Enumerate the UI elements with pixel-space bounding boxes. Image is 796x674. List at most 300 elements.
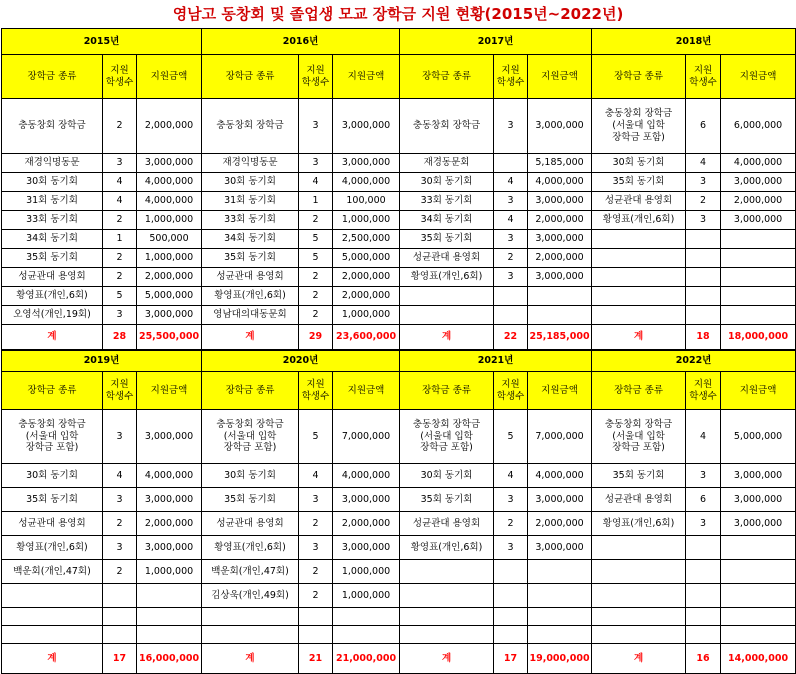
amount-cell — [528, 626, 592, 644]
year-header: 2021년 — [400, 350, 592, 372]
amount-cell: 1,000,000 — [137, 249, 202, 268]
student-count-cell — [686, 306, 721, 325]
scholarship-type-cell: 김상욱(개인,49회) — [202, 584, 299, 608]
amount-cell: 1,000,000 — [137, 560, 202, 584]
scholarship-type-cell — [592, 268, 686, 287]
student-count-cell: 4 — [686, 410, 721, 464]
total-amount: 18,000,000 — [721, 325, 796, 350]
year-header: 2016년 — [202, 29, 400, 55]
students-column-header: 지원 학생수 — [686, 372, 721, 410]
amount-cell: 3,000,000 — [528, 192, 592, 211]
amount-cell: 3,000,000 — [137, 536, 202, 560]
scholarship-type-cell: 성균관대 용영회 — [2, 512, 103, 536]
total-label: 계 — [202, 644, 299, 674]
amount-cell: 3,000,000 — [721, 512, 796, 536]
year-header: 2022년 — [592, 350, 796, 372]
student-count-cell: 5 — [494, 410, 528, 464]
scholarship-type-cell — [2, 626, 103, 644]
scholarship-type-cell: 30회 동기회 — [202, 464, 299, 488]
total-students: 21 — [299, 644, 333, 674]
student-count-cell — [686, 560, 721, 584]
scholarship-type-cell — [400, 584, 494, 608]
student-count-cell: 2 — [494, 249, 528, 268]
scholarship-type-cell: 백운회(개인,47회) — [202, 560, 299, 584]
scholarship-type-cell — [2, 584, 103, 608]
scholarship-type-cell: 30회 동기회 — [202, 173, 299, 192]
table-row — [2, 211, 796, 230]
type-column-header: 장학금 종류 — [2, 55, 103, 99]
student-count-cell: 2 — [299, 287, 333, 306]
student-count-cell — [686, 584, 721, 608]
amount-cell: 3,000,000 — [137, 488, 202, 512]
scholarship-type-cell — [592, 249, 686, 268]
amount-cell — [721, 626, 796, 644]
scholarship-type-cell: 35회 동기회 — [202, 488, 299, 512]
student-count-cell — [686, 268, 721, 287]
amount-cell: 1,000,000 — [137, 211, 202, 230]
student-count-cell: 3 — [103, 410, 137, 464]
student-count-cell: 4 — [299, 173, 333, 192]
type-column-header: 장학금 종류 — [2, 372, 103, 410]
total-amount: 25,500,000 — [137, 325, 202, 350]
student-count-cell: 2 — [299, 268, 333, 287]
top-column-header-row — [2, 55, 796, 99]
student-count-cell: 3 — [299, 536, 333, 560]
amount-column-header: 지원금액 — [528, 55, 592, 99]
total-students: 22 — [494, 325, 528, 350]
amount-cell — [721, 268, 796, 287]
amount-cell — [721, 249, 796, 268]
scholarship-type-cell — [592, 306, 686, 325]
amount-cell: 3,000,000 — [333, 99, 400, 154]
table-row — [2, 488, 796, 512]
student-count-cell: 4 — [103, 464, 137, 488]
scholarship-type-cell: 충동창회 장학금 — [400, 99, 494, 154]
scholarship-type-cell: 황영표(개인,6회) — [592, 512, 686, 536]
total-amount: 21,000,000 — [333, 644, 400, 674]
scholarship-type-cell — [592, 536, 686, 560]
amount-cell: 4,000,000 — [137, 464, 202, 488]
scholarship-type-cell — [400, 306, 494, 325]
total-students: 28 — [103, 325, 137, 350]
amount-cell: 2,000,000 — [137, 512, 202, 536]
page-title: 영남고 동창회 및 졸업생 모교 장학금 지원 현황(2015년~2022년) — [172, 5, 624, 23]
student-count-cell: 2 — [103, 268, 137, 287]
total-label: 계 — [202, 325, 299, 350]
table-row — [2, 560, 796, 584]
amount-cell — [721, 287, 796, 306]
amount-cell: 3,000,000 — [333, 154, 400, 173]
student-count-cell: 4 — [686, 154, 721, 173]
amount-cell: 4,000,000 — [137, 173, 202, 192]
student-count-cell: 2 — [686, 192, 721, 211]
scholarship-type-cell: 충동창회 장학금 — [202, 99, 299, 154]
student-count-cell: 5 — [299, 249, 333, 268]
student-count-cell: 4 — [103, 192, 137, 211]
scholarship-type-cell — [592, 560, 686, 584]
amount-cell: 1,000,000 — [333, 560, 400, 584]
amount-cell: 100,000 — [333, 192, 400, 211]
amount-cell: 3,000,000 — [528, 99, 592, 154]
bottom-year-row — [2, 350, 796, 372]
student-count-cell: 3 — [686, 173, 721, 192]
amount-cell: 1,000,000 — [333, 211, 400, 230]
total-label: 계 — [400, 644, 494, 674]
amount-cell: 2,500,000 — [333, 230, 400, 249]
amount-cell: 2,000,000 — [333, 512, 400, 536]
scholarship-type-cell: 황영표(개인,6회) — [400, 268, 494, 287]
student-count-cell: 1 — [299, 192, 333, 211]
scholarship-type-cell: 30회 동기회 — [592, 154, 686, 173]
student-count-cell: 4 — [494, 464, 528, 488]
student-count-cell — [299, 626, 333, 644]
scholarship-type-cell: 30회 동기회 — [2, 464, 103, 488]
student-count-cell — [494, 584, 528, 608]
scholarship-type-cell: 오영석(개인,19회) — [2, 306, 103, 325]
student-count-cell — [686, 536, 721, 560]
students-column-header: 지원 학생수 — [494, 55, 528, 99]
amount-cell: 5,185,000 — [528, 154, 592, 173]
student-count-cell — [686, 626, 721, 644]
amount-cell — [721, 584, 796, 608]
table-row — [2, 192, 796, 211]
scholarship-type-cell — [2, 608, 103, 626]
student-count-cell — [686, 249, 721, 268]
scholarship-type-cell — [592, 626, 686, 644]
scholarship-type-cell: 재경익명동문 — [202, 154, 299, 173]
amount-cell: 3,000,000 — [528, 488, 592, 512]
amount-cell: 3,000,000 — [528, 536, 592, 560]
amount-cell — [721, 536, 796, 560]
student-count-cell: 3 — [494, 488, 528, 512]
scholarship-type-cell: 34회 동기회 — [2, 230, 103, 249]
scholarship-type-cell: 성균관대 용영회 — [592, 488, 686, 512]
total-amount: 25,185,000 — [528, 325, 592, 350]
amount-cell: 4,000,000 — [333, 464, 400, 488]
type-column-header: 장학금 종류 — [202, 372, 299, 410]
student-count-cell — [494, 608, 528, 626]
amount-cell: 1,000,000 — [333, 306, 400, 325]
total-label: 계 — [2, 325, 103, 350]
student-count-cell: 4 — [299, 464, 333, 488]
amount-cell — [721, 306, 796, 325]
year-header: 2015년 — [2, 29, 202, 55]
amount-cell — [137, 626, 202, 644]
total-label: 계 — [400, 325, 494, 350]
amount-column-header: 지원금액 — [528, 372, 592, 410]
student-count-cell: 3 — [103, 154, 137, 173]
table-body — [2, 29, 796, 674]
student-count-cell: 3 — [686, 512, 721, 536]
student-count-cell: 4 — [103, 173, 137, 192]
bottom-totals-row — [2, 644, 796, 674]
scholarship-type-cell — [400, 608, 494, 626]
total-amount: 14,000,000 — [721, 644, 796, 674]
amount-column-header: 지원금액 — [137, 372, 202, 410]
amount-cell: 2,000,000 — [333, 268, 400, 287]
student-count-cell: 3 — [103, 488, 137, 512]
total-students: 16 — [686, 644, 721, 674]
student-count-cell — [494, 560, 528, 584]
table-row — [2, 464, 796, 488]
student-count-cell — [686, 608, 721, 626]
total-students: 29 — [299, 325, 333, 350]
students-column-header: 지원 학생수 — [686, 55, 721, 99]
scholarship-type-cell: 황영표(개인,6회) — [592, 211, 686, 230]
amount-column-header: 지원금액 — [721, 55, 796, 99]
amount-column-header: 지원금액 — [137, 55, 202, 99]
table-row — [2, 584, 796, 608]
table-row — [2, 512, 796, 536]
scholarship-type-cell: 31회 동기회 — [2, 192, 103, 211]
scholarship-type-cell: 성균관대 용영회 — [400, 249, 494, 268]
scholarship-type-cell: 35회 동기회 — [592, 173, 686, 192]
type-column-header: 장학금 종류 — [592, 55, 686, 99]
top-totals-row — [2, 325, 796, 350]
scholarship-type-cell — [592, 608, 686, 626]
total-students: 18 — [686, 325, 721, 350]
amount-cell — [528, 560, 592, 584]
amount-cell: 4,000,000 — [528, 464, 592, 488]
student-count-cell: 3 — [494, 268, 528, 287]
student-count-cell: 3 — [494, 230, 528, 249]
amount-cell: 3,000,000 — [137, 154, 202, 173]
table-row — [2, 249, 796, 268]
student-count-cell: 3 — [299, 99, 333, 154]
amount-cell: 3,000,000 — [721, 211, 796, 230]
top-year-row — [2, 29, 796, 55]
amount-cell: 4,000,000 — [137, 192, 202, 211]
student-count-cell: 6 — [686, 99, 721, 154]
amount-cell: 2,000,000 — [528, 211, 592, 230]
scholarship-type-cell: 성균관대 용영회 — [400, 512, 494, 536]
scholarship-type-cell: 33회 동기회 — [400, 192, 494, 211]
table-row — [2, 173, 796, 192]
amount-cell: 3,000,000 — [333, 536, 400, 560]
scholarship-type-cell: 황영표(개인,6회) — [2, 536, 103, 560]
table-row — [2, 626, 796, 644]
type-column-header: 장학금 종류 — [592, 372, 686, 410]
year-header: 2017년 — [400, 29, 592, 55]
amount-cell: 5,000,000 — [333, 249, 400, 268]
scholarship-type-cell: 35회 동기회 — [2, 488, 103, 512]
scholarship-type-cell — [202, 626, 299, 644]
table-row — [2, 230, 796, 249]
amount-cell — [528, 584, 592, 608]
table-row — [2, 536, 796, 560]
type-column-header: 장학금 종류 — [202, 55, 299, 99]
total-students: 17 — [494, 644, 528, 674]
total-students: 17 — [103, 644, 137, 674]
student-count-cell: 2 — [299, 560, 333, 584]
amount-cell: 2,000,000 — [528, 512, 592, 536]
student-count-cell: 3 — [299, 154, 333, 173]
amount-cell: 500,000 — [137, 230, 202, 249]
scholarship-type-cell: 30회 동기회 — [400, 464, 494, 488]
student-count-cell: 2 — [103, 560, 137, 584]
student-count-cell — [103, 626, 137, 644]
scholarship-type-cell: 충동창회 장학금 (서울대 입학 장학금 포함) — [2, 410, 103, 464]
student-count-cell — [103, 584, 137, 608]
amount-column-header: 지원금액 — [721, 372, 796, 410]
table-row — [2, 154, 796, 173]
scholarship-type-cell: 재경익명동문 — [2, 154, 103, 173]
year-header: 2019년 — [2, 350, 202, 372]
year-header: 2018년 — [592, 29, 796, 55]
amount-cell: 2,000,000 — [528, 249, 592, 268]
year-header: 2020년 — [202, 350, 400, 372]
student-count-cell: 2 — [494, 512, 528, 536]
amount-cell — [333, 626, 400, 644]
amount-cell: 3,000,000 — [528, 230, 592, 249]
amount-cell: 2,000,000 — [137, 99, 202, 154]
amount-cell — [721, 560, 796, 584]
scholarship-type-cell: 충동창회 장학금 (서울대 입학 장학금 포함) — [592, 410, 686, 464]
scholarship-type-cell: 35회 동기회 — [400, 488, 494, 512]
scholarship-type-cell: 충동창회 장학금 — [2, 99, 103, 154]
table-row — [2, 287, 796, 306]
bottom-column-header-row — [2, 372, 796, 410]
amount-cell — [137, 584, 202, 608]
scholarship-type-cell: 30회 동기회 — [2, 173, 103, 192]
amount-cell — [528, 608, 592, 626]
amount-cell: 2,000,000 — [137, 268, 202, 287]
scholarship-type-cell: 34회 동기회 — [400, 211, 494, 230]
amount-cell: 2,000,000 — [333, 287, 400, 306]
student-count-cell: 3 — [686, 211, 721, 230]
total-amount: 19,000,000 — [528, 644, 592, 674]
amount-column-header: 지원금액 — [333, 372, 400, 410]
type-column-header: 장학금 종류 — [400, 372, 494, 410]
scholarship-type-cell: 성균관대 용영회 — [592, 192, 686, 211]
amount-cell: 4,000,000 — [721, 154, 796, 173]
student-count-cell: 2 — [103, 211, 137, 230]
scholarship-type-cell: 충동창회 장학금 (서울대 입학 장학금 포함) — [592, 99, 686, 154]
scholarship-type-cell: 성균관대 용영회 — [202, 512, 299, 536]
student-count-cell: 4 — [494, 211, 528, 230]
student-count-cell: 1 — [103, 230, 137, 249]
scholarship-type-cell — [400, 560, 494, 584]
amount-cell — [721, 230, 796, 249]
students-column-header: 지원 학생수 — [494, 372, 528, 410]
student-count-cell: 6 — [686, 488, 721, 512]
amount-cell: 4,000,000 — [528, 173, 592, 192]
table-row — [2, 268, 796, 287]
scholarship-type-cell — [592, 230, 686, 249]
student-count-cell: 3 — [494, 99, 528, 154]
amount-cell — [528, 287, 592, 306]
students-column-header: 지원 학생수 — [103, 372, 137, 410]
student-count-cell: 3 — [299, 488, 333, 512]
students-column-header: 지원 학생수 — [103, 55, 137, 99]
total-amount: 23,600,000 — [333, 325, 400, 350]
scholarship-type-cell — [592, 287, 686, 306]
student-count-cell — [299, 608, 333, 626]
table-row — [2, 608, 796, 626]
student-count-cell — [686, 287, 721, 306]
amount-cell: 5,000,000 — [137, 287, 202, 306]
total-label: 계 — [592, 644, 686, 674]
student-count-cell — [494, 287, 528, 306]
amount-cell: 3,000,000 — [721, 464, 796, 488]
student-count-cell: 2 — [103, 99, 137, 154]
scholarship-type-cell: 성균관대 용영회 — [2, 268, 103, 287]
scholarship-type-cell: 영남대의대동문회 — [202, 306, 299, 325]
amount-cell: 3,000,000 — [333, 488, 400, 512]
scholarship-type-cell: 35회 동기회 — [202, 249, 299, 268]
scholarship-type-cell: 충동창회 장학금 (서울대 입학 장학금 포함) — [400, 410, 494, 464]
scholarship-type-cell — [202, 608, 299, 626]
student-count-cell: 3 — [494, 536, 528, 560]
amount-cell — [721, 608, 796, 626]
student-count-cell: 5 — [103, 287, 137, 306]
student-count-cell: 2 — [103, 512, 137, 536]
student-count-cell — [494, 154, 528, 173]
student-count-cell: 2 — [299, 306, 333, 325]
student-count-cell: 3 — [494, 192, 528, 211]
students-column-header: 지원 학생수 — [299, 55, 333, 99]
scholarship-type-cell: 황영표(개인,6회) — [2, 287, 103, 306]
scholarship-type-cell: 충동창회 장학금 (서울대 입학 장학금 포함) — [202, 410, 299, 464]
amount-cell: 3,000,000 — [721, 488, 796, 512]
scholarship-type-cell: 재경동문회 — [400, 154, 494, 173]
student-count-cell: 2 — [299, 211, 333, 230]
scholarship-type-cell: 35회 동기회 — [592, 464, 686, 488]
amount-cell — [528, 306, 592, 325]
amount-cell: 4,000,000 — [333, 173, 400, 192]
scholarship-type-cell: 30회 동기회 — [400, 173, 494, 192]
scholarship-type-cell: 33회 동기회 — [2, 211, 103, 230]
total-label: 계 — [2, 644, 103, 674]
scholarship-type-cell: 백운회(개인,47회) — [2, 560, 103, 584]
scholarship-type-cell — [400, 287, 494, 306]
student-count-cell: 2 — [299, 584, 333, 608]
students-column-header: 지원 학생수 — [299, 372, 333, 410]
student-count-cell — [686, 230, 721, 249]
amount-cell: 3,000,000 — [721, 173, 796, 192]
scholarship-type-cell: 35회 동기회 — [2, 249, 103, 268]
amount-cell: 3,000,000 — [137, 410, 202, 464]
student-count-cell: 2 — [103, 249, 137, 268]
student-count-cell: 3 — [103, 536, 137, 560]
scholarship-type-cell: 황영표(개인,6회) — [202, 536, 299, 560]
amount-cell — [137, 608, 202, 626]
scholarship-type-cell — [400, 626, 494, 644]
amount-cell: 5,000,000 — [721, 410, 796, 464]
student-count-cell: 2 — [299, 512, 333, 536]
amount-cell: 1,000,000 — [333, 584, 400, 608]
type-column-header: 장학금 종류 — [400, 55, 494, 99]
student-count-cell: 4 — [494, 173, 528, 192]
scholarship-type-cell: 황영표(개인,6회) — [202, 287, 299, 306]
scholarship-type-cell: 황영표(개인,6회) — [400, 536, 494, 560]
scholarship-type-cell: 31회 동기회 — [202, 192, 299, 211]
amount-column-header: 지원금액 — [333, 55, 400, 99]
amount-cell: 2,000,000 — [721, 192, 796, 211]
student-count-cell: 5 — [299, 410, 333, 464]
student-count-cell: 3 — [686, 464, 721, 488]
table-row — [2, 410, 796, 464]
scholarship-type-cell: 성균관대 용영회 — [202, 268, 299, 287]
amount-cell: 3,000,000 — [528, 268, 592, 287]
table-row — [2, 99, 796, 154]
scholarship-type-cell: 33회 동기회 — [202, 211, 299, 230]
student-count-cell — [494, 306, 528, 325]
total-amount: 16,000,000 — [137, 644, 202, 674]
scholarship-table — [1, 28, 796, 674]
amount-cell — [333, 608, 400, 626]
table-row — [2, 306, 796, 325]
